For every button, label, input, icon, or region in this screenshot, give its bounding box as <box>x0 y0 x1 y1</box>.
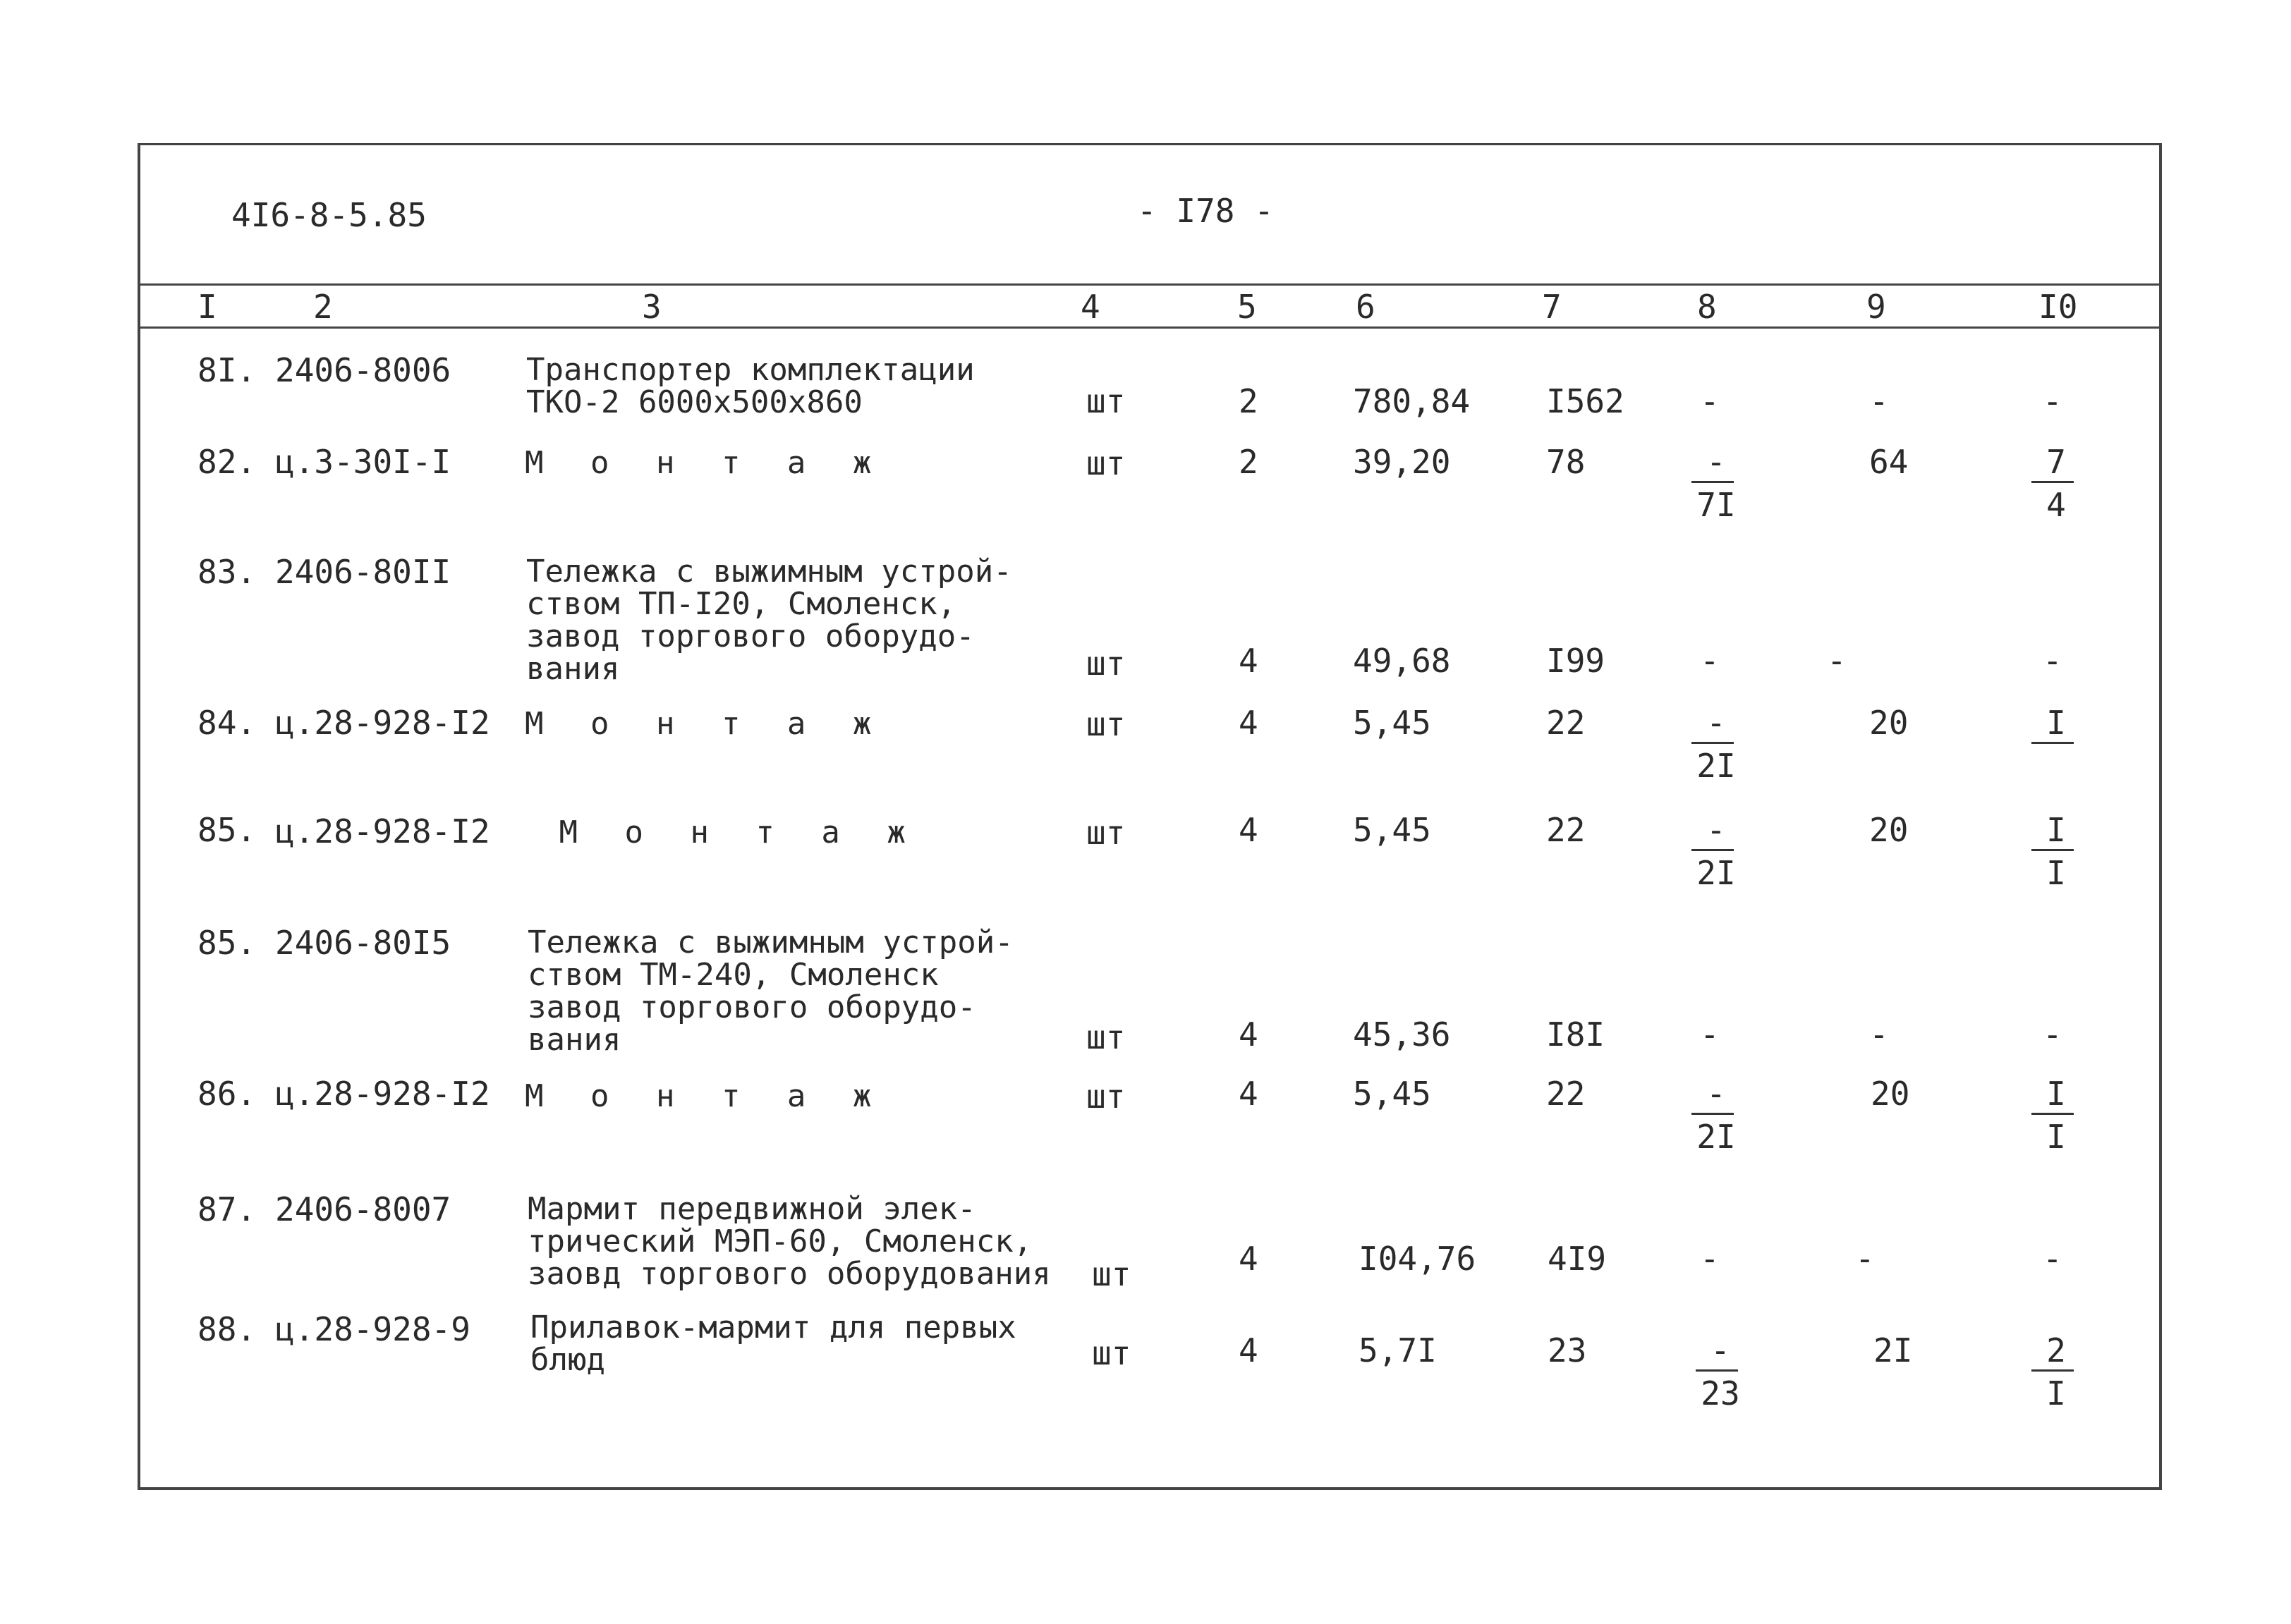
col8-fraction: - 2I <box>1691 707 1741 782</box>
column-header: 5 <box>1237 288 1257 326</box>
col10-fraction: I I <box>2031 814 2081 889</box>
col10-fraction: 2 I <box>2031 1334 2081 1410</box>
row-number: 8I. <box>198 351 257 389</box>
column-header: 4 <box>1081 288 1100 326</box>
item-description: Прилавок-мармит для первых блюд <box>530 1309 1016 1378</box>
item-description: Тележка с выжимным устрой- ством ТМ-240, Смоленск завод торгового оборудо- вания <box>528 924 1014 1058</box>
column-header: 9 <box>1866 288 1886 326</box>
total: 22 <box>1546 1075 1586 1113</box>
column-header: I0 <box>2038 288 2078 326</box>
total: I562 <box>1546 382 1624 420</box>
col8-fraction: - 2I <box>1691 814 1741 889</box>
unit: шт <box>1092 1255 1131 1293</box>
item-description: М о н т а ж <box>526 814 920 850</box>
header-divider <box>138 283 2162 286</box>
unit: шт <box>1086 1077 1126 1116</box>
item-code: ц.3-30I-I <box>275 443 451 481</box>
total: 4I9 <box>1548 1240 1607 1278</box>
col9-value: 64 <box>1869 443 1909 481</box>
column-header: 7 <box>1542 288 1562 326</box>
col10-value: - <box>2043 1015 2062 1054</box>
col9-value: 20 <box>1871 1075 1910 1113</box>
unit-price: 45,36 <box>1353 1015 1451 1054</box>
col9-value: 20 <box>1869 811 1909 849</box>
col9-value: - <box>1869 382 1889 420</box>
col9-value: - <box>1869 1015 1889 1054</box>
item-code: ц.28-928-I2 <box>275 1075 490 1113</box>
col10-fraction: I I <box>2031 1077 2081 1153</box>
item-code: 2406-80I5 <box>275 924 451 962</box>
column-header: 6 <box>1356 288 1375 326</box>
col8-value: - <box>1700 382 1720 420</box>
row-number: 86. <box>198 1075 257 1113</box>
item-code: 2406-8007 <box>275 1190 451 1228</box>
unit: шт <box>1086 705 1126 743</box>
total: 22 <box>1546 811 1586 849</box>
item-code: 2406-80II <box>275 553 451 591</box>
unit-price: 5,45 <box>1353 1075 1431 1113</box>
unit-price: 5,7I <box>1359 1331 1437 1369</box>
col10-fraction: I <box>2031 707 2081 750</box>
total: 78 <box>1546 443 1586 481</box>
column-header: I <box>198 288 217 326</box>
item-description: Мармит передвижной элек- трический МЭП-60, Смоленск, заовд торгового оборудования <box>528 1191 1051 1292</box>
unit-price: 780,84 <box>1353 382 1471 420</box>
unit: шт <box>1086 814 1126 852</box>
quantity: 2 <box>1239 382 1258 420</box>
unit: шт <box>1086 444 1126 482</box>
row-number: 88. <box>198 1310 257 1348</box>
total: I8I <box>1546 1015 1605 1054</box>
row-number: 87. <box>198 1190 257 1228</box>
col10-value: - <box>2043 642 2062 680</box>
col8-value: - <box>1700 642 1720 680</box>
total: 22 <box>1546 704 1586 742</box>
item-description: М о н т а ж <box>525 445 886 481</box>
quantity: 4 <box>1239 1075 1258 1113</box>
column-header: 3 <box>642 288 662 326</box>
item-code: ц.28-928-I2 <box>275 812 490 850</box>
total: I99 <box>1546 642 1605 680</box>
column-header: 2 <box>313 288 333 326</box>
total: 23 <box>1548 1331 1587 1369</box>
item-code: ц.28-928-I2 <box>275 704 490 742</box>
unit-price: I04,76 <box>1359 1240 1476 1278</box>
quantity: 2 <box>1239 443 1258 481</box>
col10-fraction: 7 4 <box>2031 446 2081 521</box>
col8-value: - <box>1700 1015 1720 1054</box>
unit: шт <box>1092 1334 1131 1372</box>
quantity: 4 <box>1239 1240 1258 1278</box>
quantity: 4 <box>1239 1331 1258 1369</box>
col9-value: - <box>1855 1240 1875 1278</box>
col9-value: 20 <box>1869 704 1909 742</box>
unit-price: 5,45 <box>1353 704 1431 742</box>
column-header-divider <box>138 326 2162 329</box>
row-number: 85. <box>198 811 257 849</box>
item-description: М о н т а ж <box>525 706 886 742</box>
col10-value: - <box>2043 1240 2062 1278</box>
page-number: - I78 - <box>1137 192 1274 230</box>
col10-value: - <box>2043 382 2062 420</box>
unit: шт <box>1086 1018 1126 1056</box>
unit: шт <box>1086 645 1126 683</box>
row-number: 85. <box>198 924 257 962</box>
unit-price: 5,45 <box>1353 811 1431 849</box>
col8-fraction: - 2I <box>1691 1077 1741 1153</box>
row-number: 83. <box>198 553 257 591</box>
unit: шт <box>1086 382 1126 420</box>
col8-fraction: - 23 <box>1696 1334 1745 1410</box>
row-number: 82. <box>198 443 257 481</box>
quantity: 4 <box>1239 642 1258 680</box>
unit-price: 49,68 <box>1353 642 1451 680</box>
item-code: 2406-8006 <box>275 351 451 389</box>
item-description: Тележка с выжимным устрой- ством ТП-I20, Смоленск, завод торгового оборудо- вания <box>526 554 1012 687</box>
quantity: 4 <box>1239 811 1258 849</box>
quantity: 4 <box>1239 1015 1258 1054</box>
item-code: ц.28-928-9 <box>275 1310 470 1348</box>
column-header: 8 <box>1697 288 1717 326</box>
col8-fraction: - 7I <box>1691 446 1741 521</box>
row-number: 84. <box>198 704 257 742</box>
item-description: М о н т а ж <box>525 1078 886 1114</box>
col9-value: - <box>1827 642 1847 680</box>
unit-price: 39,20 <box>1353 443 1451 481</box>
col8-value: - <box>1700 1240 1720 1278</box>
col9-value: 2I <box>1873 1331 1913 1369</box>
document-code: 4I6-8-5.85 <box>231 196 427 234</box>
quantity: 4 <box>1239 704 1258 742</box>
item-description: Транспортер комплектации ТКО-2 6000х500х860 <box>526 352 975 420</box>
